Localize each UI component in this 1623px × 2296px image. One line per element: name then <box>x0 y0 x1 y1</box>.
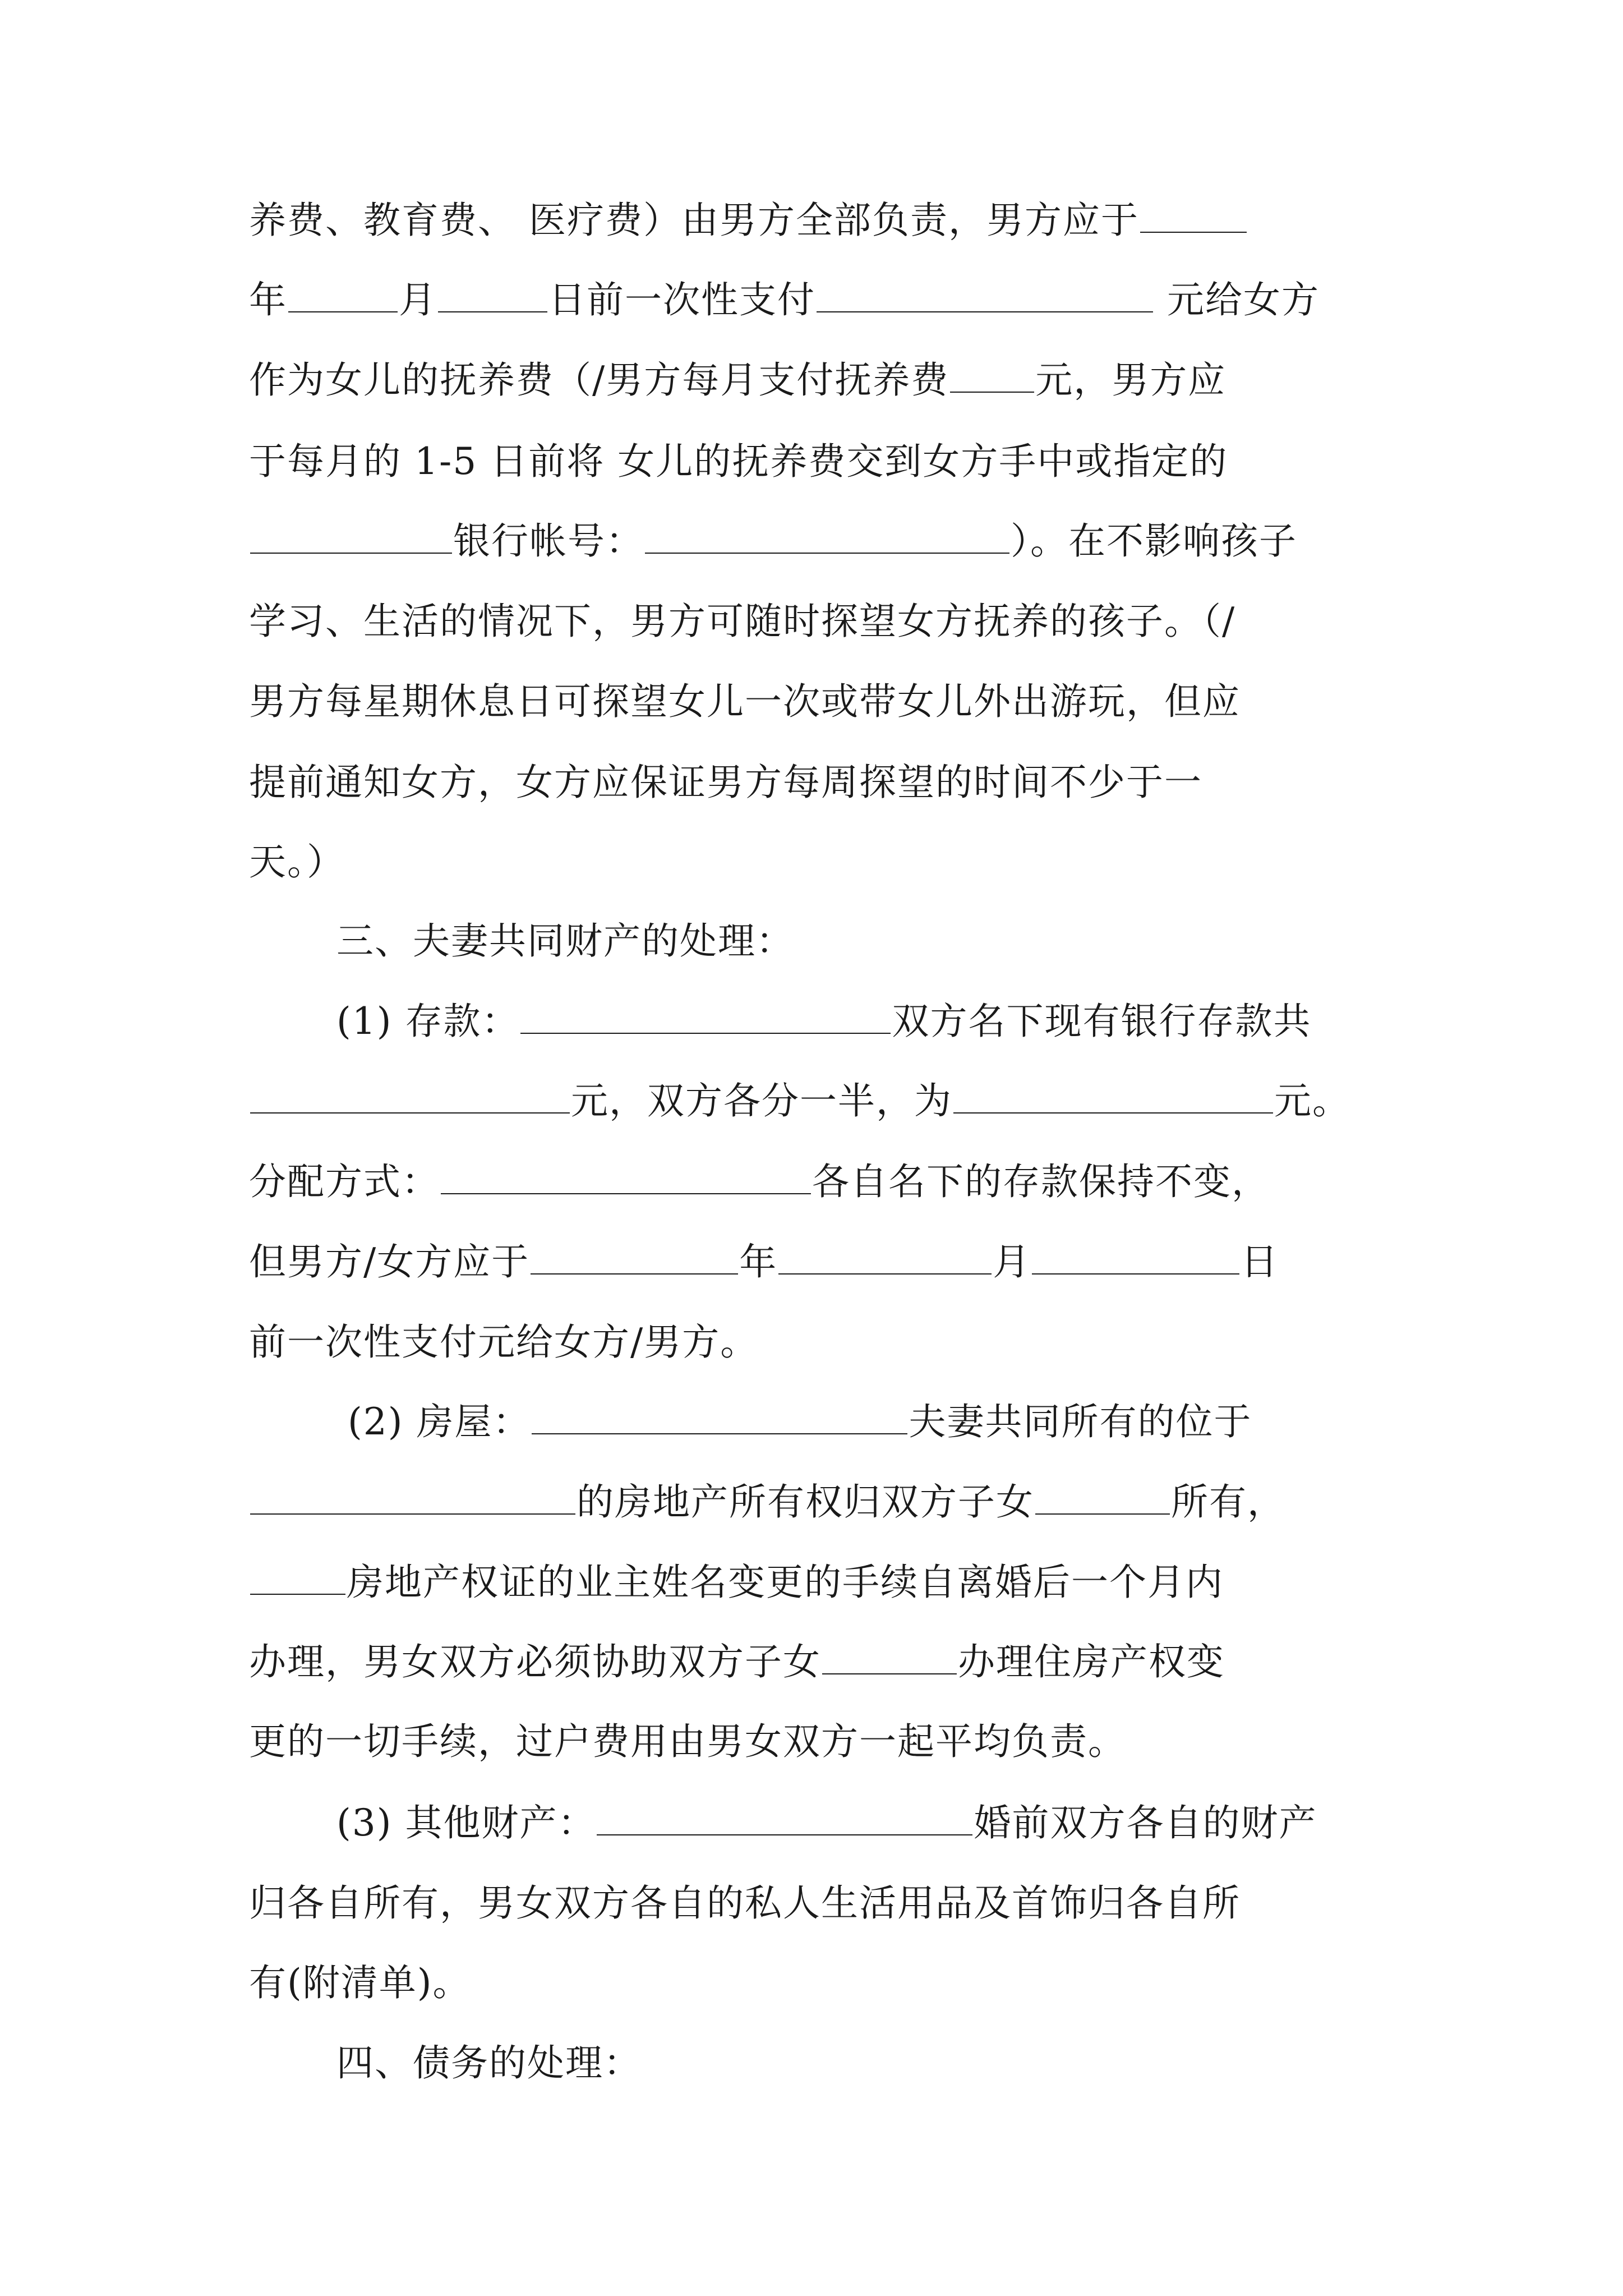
text-line: 分配方式： 各自名下的存款保持不变， <box>249 1160 1270 1203</box>
blank-field[interactable] <box>250 519 452 554</box>
blank-field[interactable] <box>438 278 547 312</box>
text-line: 养费、教育费、 医疗费）由男方全部负责，男方应于 <box>249 195 1387 246</box>
blank-field[interactable] <box>531 1240 738 1274</box>
text-line: 元，双方各分一半，为 元。 <box>249 1076 1387 1126</box>
text-line: (2) 房屋： 夫妻共同所有的位于 <box>348 1400 1252 1443</box>
text-line: 于每月的 1-5 日前将 女儿的抚养费交到女方手中或指定的 <box>249 440 1228 483</box>
text-line: 归各自所有，男女双方各自的私人生活用品及首饰归各自所 <box>249 1881 1241 1925</box>
blank-field[interactable] <box>250 1079 570 1114</box>
text-line: (3) 其他财产： 婚前双方各自的财产 <box>336 1801 1317 1844</box>
blank-field[interactable] <box>597 1801 972 1835</box>
text-line: 办理，男女双方必须协助双方子女 办理住房产权变 <box>249 1640 1225 1683</box>
text-line: 年 月 日前一次性支付 元给女方 <box>249 278 1320 321</box>
blank-field[interactable] <box>520 999 891 1034</box>
text-line: 天。） <box>249 840 345 884</box>
blank-field[interactable] <box>1140 198 1247 233</box>
text-line: 提前通知女方，女方应保证男方每周探望的时间不少于一 <box>249 761 1202 804</box>
blank-field[interactable] <box>250 1560 345 1595</box>
blank-field[interactable] <box>441 1159 811 1194</box>
text-line: 男方每星期休息日可探望女儿一次或带女儿外出游玩，但应 <box>249 680 1241 723</box>
blank-field[interactable] <box>288 278 398 312</box>
text-line: 更的一切手续，过户费用由男女双方一起平均负责。 <box>249 1720 1126 1763</box>
text-line: (1) 存款： 双方名下现有银行存款共 <box>336 1000 1312 1043</box>
blank-field[interactable] <box>645 519 1009 554</box>
blank-field[interactable] <box>532 1400 907 1434</box>
blank-field[interactable] <box>1032 1240 1239 1274</box>
blank-field[interactable] <box>950 358 1034 393</box>
blank-field[interactable] <box>778 1240 992 1274</box>
section-heading: 四、债务的处理： <box>336 2041 642 2085</box>
text-line: 房地产权证的业主姓名变更的手续自离婚后一个月内 <box>249 1557 1387 1608</box>
blank-field[interactable] <box>1035 1480 1170 1515</box>
text-line: 有(附清单)。 <box>249 1961 471 2004</box>
blank-field[interactable] <box>953 1079 1273 1114</box>
text-line: 但男方/女方应于 年 月 日 <box>249 1240 1279 1283</box>
text-line: 的房地产所有权归双方子女 所有， <box>249 1477 1387 1527</box>
section-heading: 三、夫妻共同财产的处理： <box>336 919 794 963</box>
text-line: 银行帐号： ）。在不影响孩子 <box>249 516 1387 567</box>
text-line: 作为女儿的抚养费（/男方每月支付抚养费 元，男方应 <box>249 358 1227 402</box>
text-line: 前一次性支付元给女方/男方。 <box>249 1320 759 1364</box>
blank-field[interactable] <box>250 1480 575 1515</box>
text-line: 学习、生活的情况下，男方可随时探望女方抚养的孩子。（/ <box>249 600 1236 643</box>
blank-field[interactable] <box>822 1640 957 1674</box>
blank-field[interactable] <box>817 278 1153 312</box>
